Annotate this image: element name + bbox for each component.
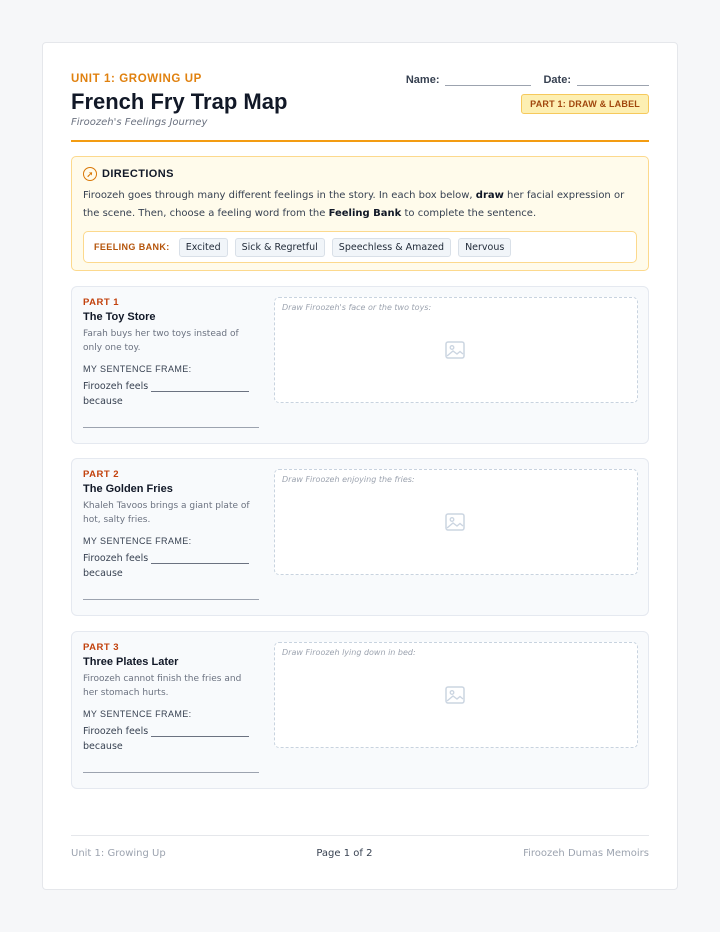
feeling-word: Nervous <box>458 238 511 257</box>
because-text: because <box>83 741 123 752</box>
sentence-frame-feels <box>83 381 259 392</box>
name-date-fields <box>406 73 649 86</box>
drawing-caption: Draw Firoozeh's face or the two toys: <box>282 303 432 312</box>
header-divider <box>71 140 649 142</box>
page-subtitle: Firoozeh's Feelings Journey <box>71 117 208 128</box>
because-text: because <box>83 396 123 407</box>
feeling-bank <box>83 231 637 263</box>
worksheet-page <box>42 42 678 890</box>
feeling-blank[interactable] <box>151 382 249 392</box>
feeling-blank[interactable] <box>151 554 249 564</box>
part-number: PART 2 <box>83 469 120 480</box>
directions-bold-bank: Feeling Bank <box>328 208 402 219</box>
part-card-2 <box>71 458 649 616</box>
sentence-frame-label: MY SENTENCE FRAME: <box>83 536 192 546</box>
part-description: Firoozeh cannot finish the fries and her stomach hurts. <box>83 674 242 698</box>
feeling-bank-label: FEELING BANK: <box>94 242 170 252</box>
part-description: Khaleh Tavoos brings a giant plate of hot, salty fries. <box>83 501 250 525</box>
name-line[interactable] <box>445 73 531 86</box>
feels-text: Firoozeh feels <box>83 381 149 392</box>
drawing-box[interactable] <box>274 297 638 403</box>
worksheet-header <box>71 73 649 143</box>
feels-text: Firoozeh feels <box>83 553 149 564</box>
compass-icon: ➚ <box>83 167 97 181</box>
because-blank[interactable] <box>83 599 259 600</box>
directions-text-2: her facial expression or the scene. Then, choose a feeling word from the <box>83 190 625 219</box>
directions-title: DIRECTIONS <box>102 168 174 180</box>
directions-box <box>71 156 649 271</box>
sentence-frame-feels <box>83 553 259 564</box>
date-label: Date: <box>543 74 571 86</box>
feels-text: Firoozeh feels <box>83 726 149 737</box>
sentence-frame-label: MY SENTENCE FRAME: <box>83 709 192 719</box>
feeling-word: Sick & Regretful <box>235 238 325 257</box>
drawing-box[interactable] <box>274 469 638 575</box>
part-description: Farah buys her two toys instead of only one toy. <box>83 329 239 353</box>
directions-bold-draw: draw <box>475 190 504 201</box>
unit-label: UNIT 1: GROWING UP <box>71 73 202 85</box>
page-number: Page 1 of 2 <box>316 848 373 859</box>
because-blank[interactable] <box>83 427 259 428</box>
page-footer <box>71 835 649 859</box>
feeling-word: Speechless & Amazed <box>332 238 451 257</box>
image-placeholder-icon <box>445 341 465 359</box>
sentence-frame-label: MY SENTENCE FRAME: <box>83 364 192 374</box>
part-title: The Toy Store <box>83 311 156 323</box>
directions-text-3: to complete the sentence. <box>401 208 537 219</box>
part-number: PART 1 <box>83 297 120 308</box>
name-field[interactable] <box>406 73 532 86</box>
feeling-blank[interactable] <box>151 727 249 737</box>
part-card-3 <box>71 631 649 789</box>
date-line[interactable] <box>577 73 649 86</box>
part-number: PART 3 <box>83 642 120 653</box>
because-text: because <box>83 568 123 579</box>
part-card-1 <box>71 286 649 444</box>
name-label: Name: <box>405 74 440 86</box>
part-info <box>83 469 259 579</box>
directions-text-1: Firoozeh goes through many different feelings in the story. In each box below, <box>83 190 476 201</box>
page-title: French Fry Trap Map <box>71 89 288 114</box>
drawing-box[interactable] <box>274 642 638 748</box>
drawing-caption: Draw Firoozeh lying down in bed: <box>282 648 416 657</box>
part-info <box>83 642 259 752</box>
drawing-caption: Draw Firoozeh enjoying the fries: <box>282 475 415 484</box>
part-info <box>83 297 259 407</box>
part-badge: PART 1: DRAW & LABEL <box>521 94 649 114</box>
image-placeholder-icon <box>445 513 465 531</box>
feeling-word: Excited <box>179 238 228 257</box>
image-placeholder-icon <box>445 686 465 704</box>
footer-series: Firoozeh Dumas Memoirs <box>523 848 649 859</box>
because-blank[interactable] <box>83 772 259 773</box>
sentence-frame-feels <box>83 726 259 737</box>
directions-heading <box>83 167 637 181</box>
part-title: Three Plates Later <box>83 656 179 668</box>
footer-unit: Unit 1: Growing Up <box>71 848 166 859</box>
directions-text <box>83 187 637 223</box>
part-title: The Golden Fries <box>83 483 173 495</box>
date-field[interactable] <box>543 73 649 86</box>
